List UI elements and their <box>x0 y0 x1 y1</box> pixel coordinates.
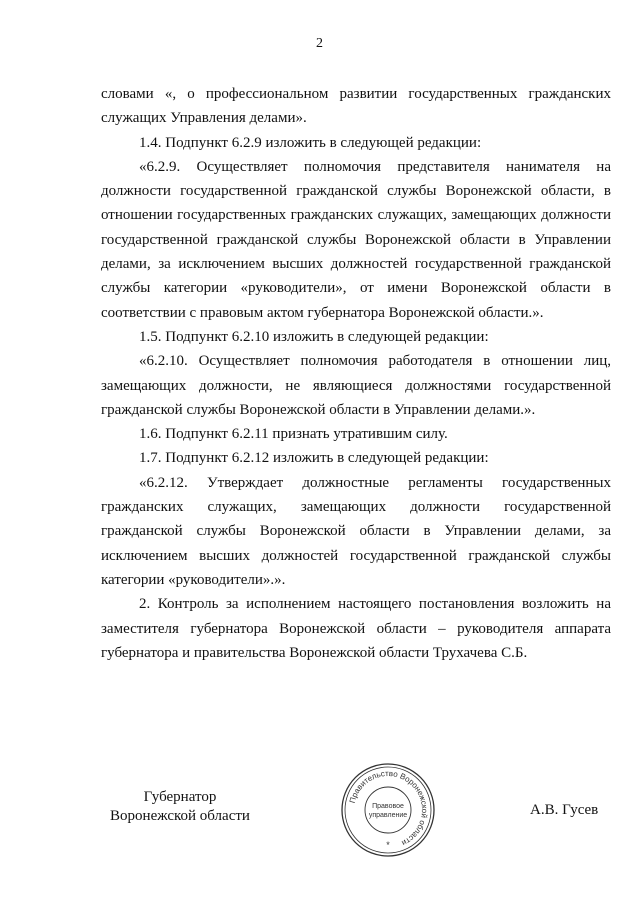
stamp-center-line2: управление <box>368 812 408 819</box>
signatory-title-line1: Губернатор <box>143 789 217 805</box>
paragraph-4: 1.5. Подпункт 6.2.10 изложить в следующей редакции: <box>139 328 489 345</box>
paragraph-3: «6.2.9. Осуществляет полномочия представителя нанимателя на должности государственной гражданской службы Воронежской области, в отношении государственных гражданских служащих, замещающих должности государственной гражданской службы Воронежской области в Управлении делами, за исключением высших должностей государственной гражданской службы категории «руководители», от имени Воронежской области в соответствии с правовым актом губернатора Воронежской области.». <box>101 158 611 321</box>
stamp-center-line1: Правовое <box>372 803 404 810</box>
paragraph-8: «6.2.12. Утверждает должностные регламенты государственных гражданских служащих, замещающих должности государственной гражданской службы Воронежской области в Управлении делами, за исключением высших должностей государственной гражданской службы категории «руководители».». <box>101 474 611 588</box>
paragraph-2: 1.4. Подпункт 6.2.9 изложить в следующей редакции: <box>139 134 482 151</box>
paragraph-1: словами «, о профессиональном развитии государственных гражданских служащих Управления делами». <box>101 86 611 127</box>
signatory-title-line2: Воронежской области <box>110 808 250 824</box>
page-number: 2 <box>316 36 323 51</box>
stamp-star-mark: * <box>386 840 390 850</box>
official-stamp <box>338 760 438 860</box>
paragraph-7: 1.7. Подпункт 6.2.12 изложить в следующей редакции: <box>139 450 489 467</box>
stamp-ring-text: Правительство Воронежской области <box>347 768 430 848</box>
paragraph-5: «6.2.10. Осуществляет полномочия работодателя в отношении лиц, замещающих должности, не являющиеся должностями государственной гражданской службы Воронежской области в Управлении делами.». <box>101 353 611 418</box>
signatory-title <box>100 788 260 826</box>
stamp-center-ring <box>365 787 411 833</box>
signature-block <box>0 768 639 868</box>
document-body <box>101 82 611 665</box>
signatory-name: А.В. Гусев <box>530 802 599 818</box>
paragraph-6: 1.6. Подпункт 6.2.11 признать утратившим силу. <box>139 426 448 443</box>
paragraph-9: 2. Контроль за исполнением настоящего постановления возложить на заместителя губернатора Воронежской области – руководителя аппарата губернатора и правительства Воронежской области Трухачева С.Б. <box>101 596 611 661</box>
